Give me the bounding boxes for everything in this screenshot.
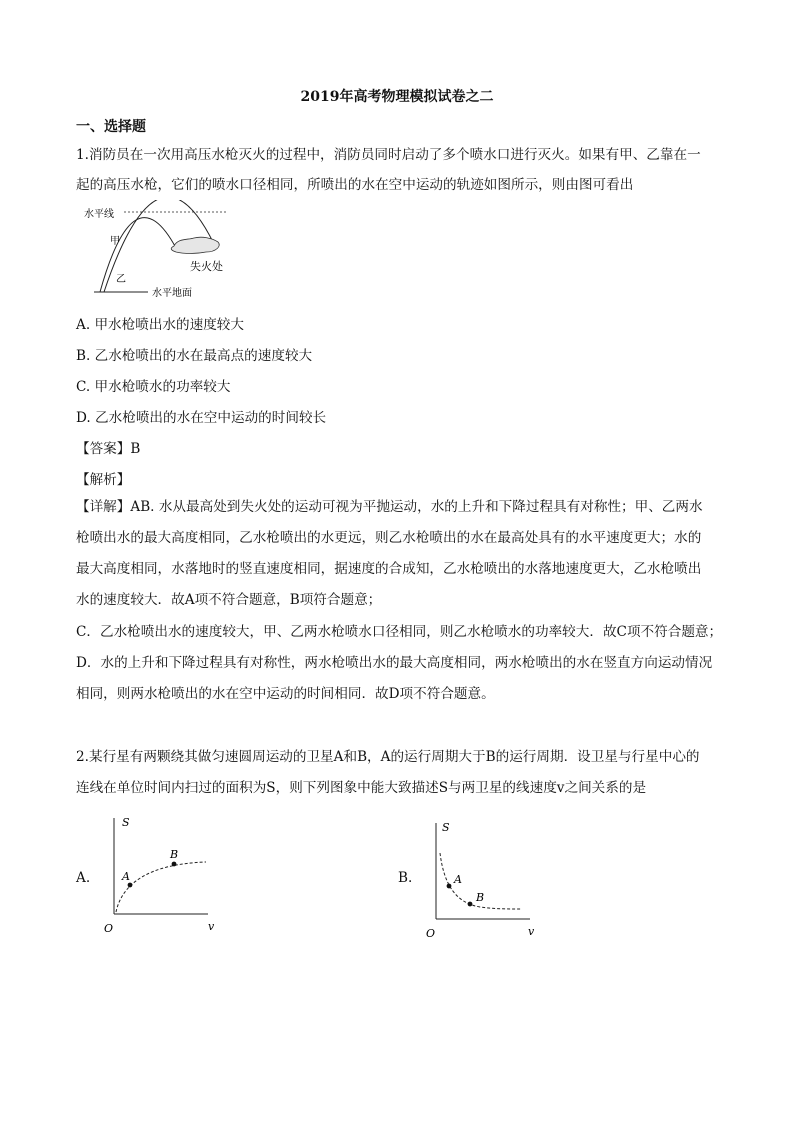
q1-answer: 【答案】B [76, 441, 141, 457]
yi-label: 乙 [116, 274, 126, 285]
origin-label: O [426, 927, 436, 940]
point-a-label: A [122, 870, 130, 883]
q1-trajectory-figure [76, 200, 236, 300]
q2-graph-a [100, 812, 230, 940]
fire-label: 失火处 [190, 260, 223, 273]
jia-trajectory [100, 218, 176, 292]
section-heading: 一、选择题 [76, 119, 146, 135]
y-axis-label: S [122, 816, 130, 829]
q1-option-c: C. 甲水枪喷水的功率较大 [76, 379, 231, 395]
q2-stem-line-2: 连线在单位时间内扫过的面积为S，则下列图象中能大致描述S与两卫星的线速度v之间关系的是 [76, 780, 647, 796]
horizontal-line-label: 水平线 [84, 209, 114, 220]
point-b-label: B [476, 891, 485, 904]
point-a-label: A [454, 873, 462, 886]
y-axis-label: S [442, 821, 450, 834]
point-a [128, 883, 133, 888]
point-b [172, 862, 177, 867]
q1-option-a: A. 甲水枪喷出水的速度较大 [76, 317, 244, 333]
fire-spot-icon [171, 237, 219, 253]
q1-stem-line-2: 起的高压水枪，它们的喷水口径相同，所喷出的水在空中运动的轨迹如图所示，则由图可看出 [76, 177, 634, 193]
q2-stem-line-1: 2.某行星有两颗绕其做匀速圆周运动的卫星A和B，A的运行周期大于B的运行周期．设卫星与行星中心的 [76, 749, 700, 765]
q1-analysis-line-1: 【详解】AB. 水从最高处到失火处的运动可视为平抛运动，水的上升和下降过程具有对称性；甲、乙两水 [76, 499, 703, 515]
q1-option-d: D. 乙水枪喷出的水在空中运动的时间较长 [76, 410, 327, 426]
q1-analysis-line-6: D．水的上升和下降过程具有对称性，两水枪喷出水的最大高度相同，两水枪喷出的水在竖直方向运动情况 [76, 655, 713, 671]
q1-analysis-line-5: C．乙水枪喷出水的速度较大，甲、乙两水枪喷水口径相同，则乙水枪喷水的功率较大．故C项不符合题意； [76, 624, 723, 640]
q1-analysis-heading: 【解析】 [76, 472, 131, 488]
x-axis-label: v [528, 925, 535, 938]
point-a [447, 884, 452, 889]
origin-label: O [104, 922, 114, 935]
ground-label: 水平地面 [152, 288, 192, 299]
q1-analysis-line-2: 枪喷出水的最大高度相同，乙水枪喷出的水更远，则乙水枪喷出的水在最高处具有的水平速度更大；水的 [76, 530, 702, 546]
q1-stem-line-1: 1.消防员在一次用高压水枪灭火的过程中，消防员同时启动了多个喷水口进行灭火。如果有甲、乙靠在一 [76, 147, 701, 163]
q1-analysis-line-4: 水的速度较大．故A项不符合题意，B项符合题意； [76, 592, 382, 608]
q2-option-a-label: A. [76, 870, 91, 886]
page-title: 2019年高考物理模拟试卷之二 [300, 89, 494, 105]
q2-option-b-text: B. [398, 870, 413, 886]
point-b [468, 902, 473, 907]
q1-option-b: B. 乙水枪喷出的水在最高点的速度较大 [76, 348, 313, 364]
point-b-label: B [170, 848, 179, 861]
jia-label: 甲 [110, 236, 120, 247]
q2-graph-b [424, 815, 554, 943]
q1-analysis-line-7: 相同，则两水枪喷出的水在空中运动的时间相同．故D项不符合题意。 [76, 686, 495, 702]
q1-analysis-line-3: 最大高度相同，水落地时的竖直速度相同，据速度的合成知，乙水枪喷出的水落地速度更大，乙水枪喷出 [76, 561, 702, 577]
x-axis-label: v [208, 920, 215, 933]
